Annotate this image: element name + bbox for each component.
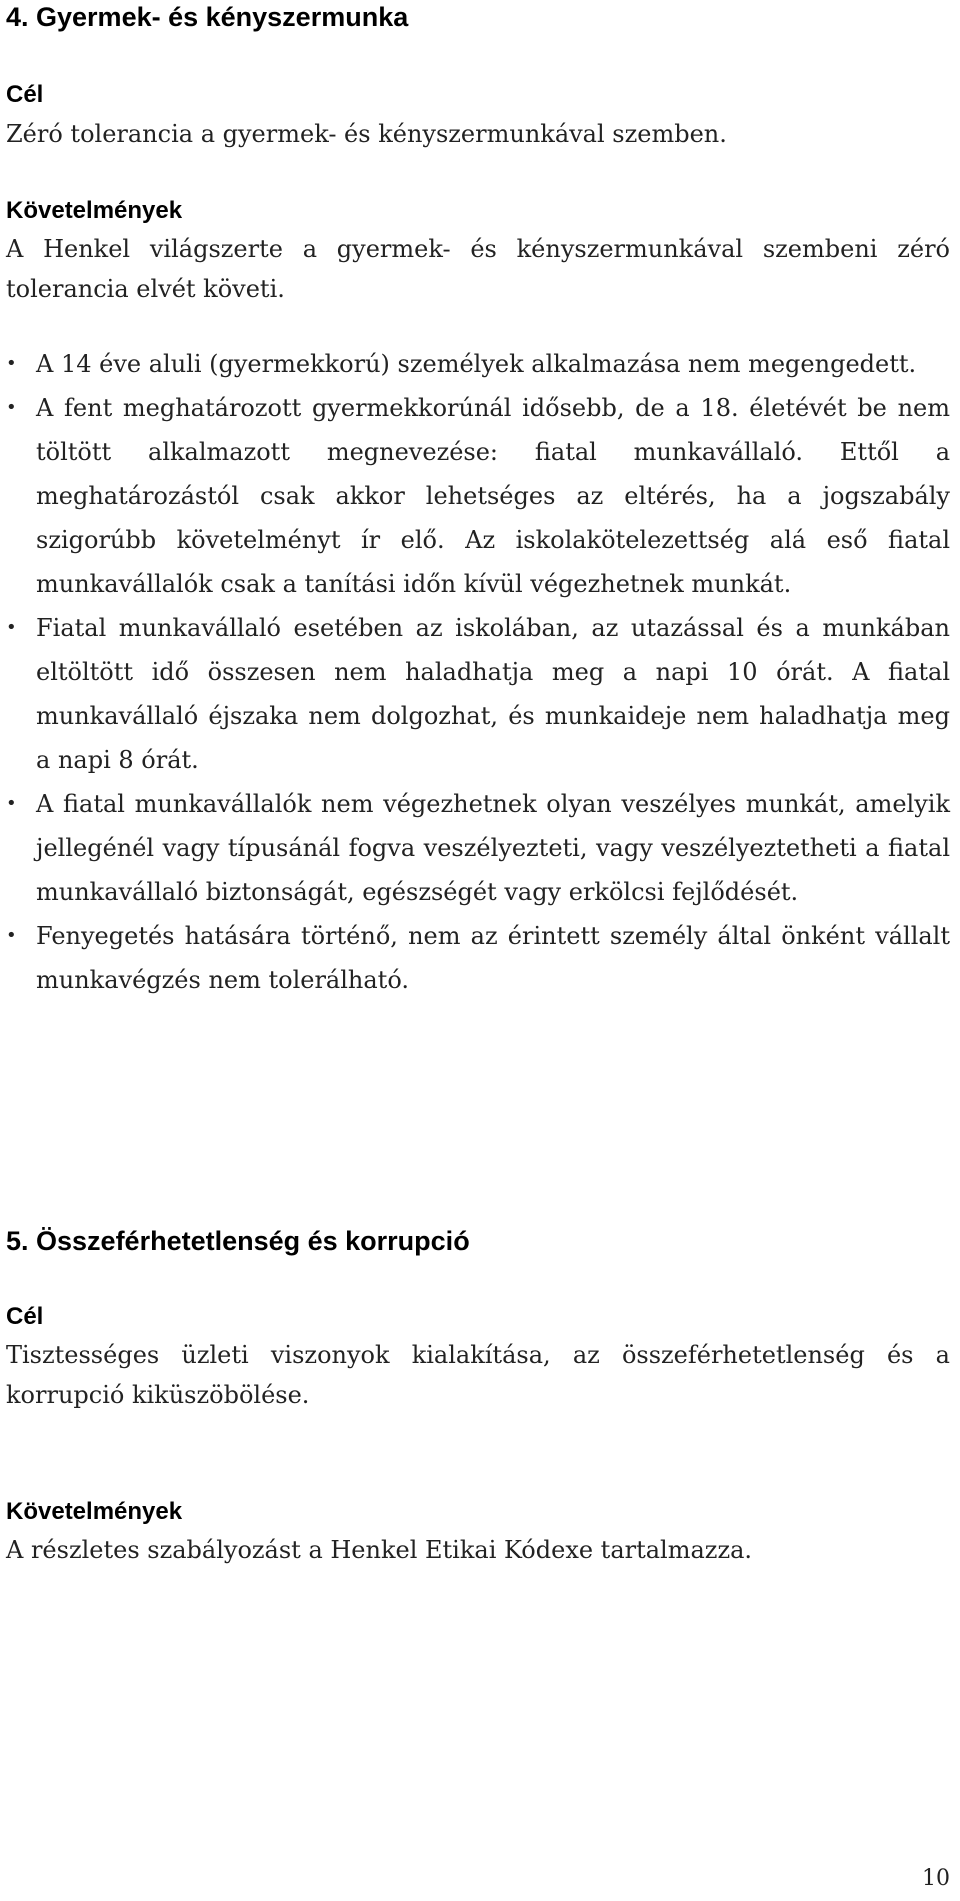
list-item-text: A fent meghatározott gyermekkorúnál idősebb, de a 18. életévét be nem töltött alkalmazott megnevezése: fiatal munkavállaló. Ettől a meghatározástól csak akkor lehetséges az eltérés, ha a jogszabály szigorúbb követelményt ír elő. Az iskolakötelezettség alá eső fiatal munkavállalók csak a tanítási időn kívül végezhetnek munkát. <box>36 394 950 598</box>
bullet-icon: • <box>6 617 17 638</box>
list-item-text: A fiatal munkavállalók nem végezhetnek olyan veszélyes munkát, amelyik jellegénél vagy típusánál fogva veszélyezteti, vagy veszélyeztetheti a fiatal munkavállaló biztonságát, egészségét vagy erkölcsi fejlődését. <box>36 790 950 906</box>
section-5-goal-text: Tisztességes üzleti viszonyok kialakítása, az összeférhetetlenség és a korrupció kiküszöbölése. <box>6 1341 950 1409</box>
section-4-title: 4. Gyermek- és kényszermunka <box>6 2 409 32</box>
section-4-requirements-list <box>6 342 950 1002</box>
section-4-requirements-text: A Henkel világszerte a gyermek- és kényszermunkával szembeni zéró tolerancia elvét követi. <box>6 235 950 303</box>
section-4-goal-text: Zéró tolerancia a gyermek- és kényszermunkával szemben. <box>6 120 727 148</box>
section-5-goal-heading: Cél <box>6 1303 44 1330</box>
list-item <box>6 914 950 1002</box>
section-4-requirements-heading: Követelmények <box>6 197 183 224</box>
section-4-goal-heading: Cél <box>6 81 44 108</box>
bullet-icon: • <box>6 397 17 418</box>
list-item-text: Fenyegetés hatására történő, nem az érintett személy által önként vállalt munkavégzés nem tolerálható. <box>36 922 950 994</box>
section-5-title: 5. Összeférhetetlenség és korrupció <box>6 1226 470 1256</box>
list-item <box>6 782 950 914</box>
bullet-icon: • <box>6 793 17 814</box>
bullet-icon: • <box>6 353 17 374</box>
section-5-requirements-heading: Követelmények <box>6 1498 183 1525</box>
list-item-text: Fiatal munkavállaló esetében az iskolában, az utazással és a munkában eltöltött idő összesen nem haladhatja meg a napi 10 órát. A fiatal munkavállaló éjszaka nem dolgozhat, és munkaideje nem haladhatja meg a napi 8 órát. <box>36 614 950 774</box>
page-number: 10 <box>922 1866 950 1891</box>
bullet-icon: • <box>6 925 17 946</box>
list-item-text: A 14 éve aluli (gyermekkorú) személyek alkalmazása nem megengedett. <box>36 350 917 378</box>
section-5-requirements-text: A részletes szabályozást a Henkel Etikai Kódexe tartalmazza. <box>6 1536 753 1564</box>
list-item <box>6 386 950 606</box>
list-item <box>6 606 950 782</box>
list-item <box>6 342 950 386</box>
